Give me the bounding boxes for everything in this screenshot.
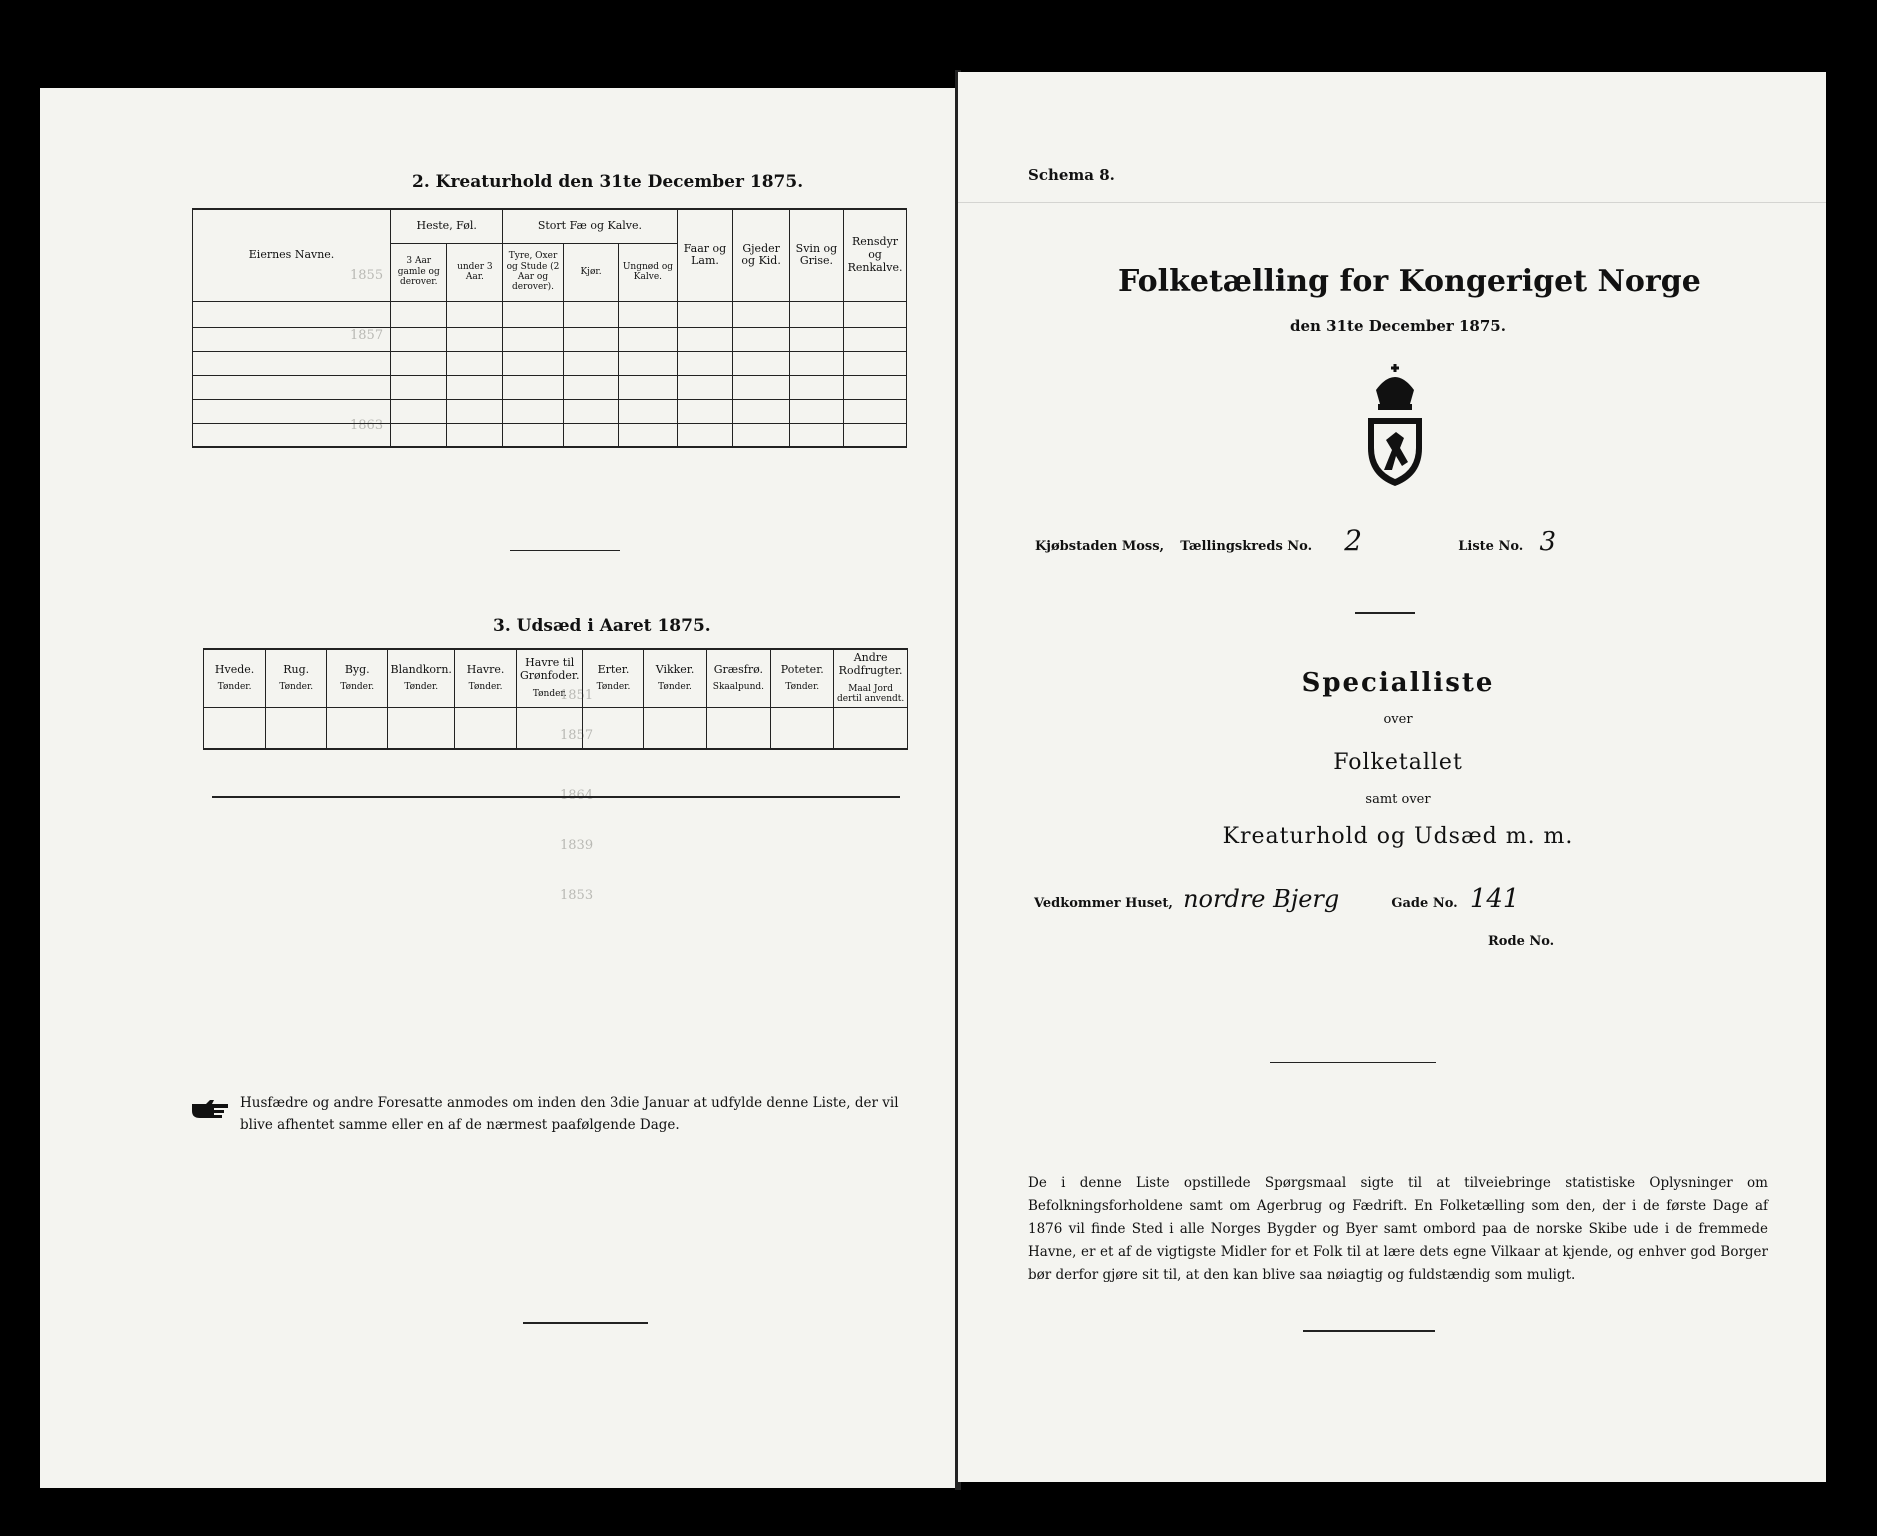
table-row [193,327,907,351]
right-page [958,72,1826,1482]
kreaturhold-title: Kreaturhold og Udsæd m. m. [1222,824,1574,849]
udsaed-col-header [834,649,908,707]
table-row [193,351,907,375]
bleed-through: 1855 [350,268,384,283]
notice-text: Husfædre og andre Foresatte anmodes om inden den 3die Januar at udfylde denne Liste, der vil blive afhentet samme eller en af de nærmest paafølgende Dage. [240,1095,899,1133]
udsaed-cell [834,707,908,749]
section3-title: 3. Udsæd i Aaret 1875. [493,616,711,636]
udsaed-col-name: Græsfrø. [713,662,764,676]
folketallet-title: Folketallet [1333,750,1463,775]
col-svin: Svin og Grise. [789,209,843,301]
schema-label: Schema 8. [1028,166,1115,184]
kreaturhold-table [192,208,907,448]
udsaed-col-name: Havre til Grønfoder. [519,656,580,683]
table-row [193,301,907,327]
rode-label: Rode No. [1488,934,1555,949]
udsaed-col-unit: Tønder. [468,682,503,693]
samt-over-label: samt over [1365,792,1431,807]
udsaed-col-unit: Tønder. [279,682,314,693]
col-stort-fae: Stort Fæ og Kalve. [503,209,677,243]
divider [523,1322,648,1324]
udsaed-col-unit: Tønder. [217,682,252,693]
bleed-through: 1851 [560,688,594,703]
udsaed-col-header [266,649,327,707]
udsaed-cell [266,707,327,749]
udsaed-cell [583,707,644,749]
kjobstad-line [1035,524,1556,557]
over-label: over [1383,712,1413,727]
udsaed-col-header [327,649,388,707]
col-tyre: Tyre, Oxer og Stude (2 Aar og derover). [503,243,563,301]
udsaed-col-header [583,649,644,707]
udsaed-col-header [644,649,706,707]
kjobstad-label: Kjøbstaden Moss, [1035,539,1165,554]
udsaed-cell [516,707,582,749]
udsaed-col-unit: Maal Jord dertil anvendt. [837,683,905,704]
census-date: den 31te December 1875. [1290,317,1506,335]
table-row [193,375,907,399]
col-gjeder: Gjeder og Kid. [733,209,789,301]
udsaed-cell [455,707,517,749]
udsaed-cell [204,707,266,749]
bleed-through: 1839 [560,838,594,853]
udsaed-table [203,648,908,750]
gade-label: Gade No. [1391,896,1458,911]
col-ungnod: Ungnød og Kalve. [619,243,677,301]
udsaed-col-unit: Tønder. [596,682,631,693]
gade-value: 141 [1469,884,1520,914]
page-title: Folketælling for Kongeriget Norge [1118,264,1701,299]
col-faar: Faar og Lam. [677,209,733,301]
divider [1270,1062,1436,1063]
coat-of-arms-icon [1360,360,1430,490]
udsaed-col-unit: Tønder. [532,688,567,699]
col-heste-under3: under 3 Aar. [447,243,503,301]
udsaed-col-name: Erter. [597,662,630,676]
vedkommer-label: Vedkommer Huset, [1034,896,1173,911]
info-paragraph: De i denne Liste opstillede Spørgsmaal sigte til at tilveiebringe statistiske Oplysninger om Befolkningsforholdene samt om Agerbrug og Fædrift. En Folketælling som den, der i de første Dage af 1876 vil finde Sted i alle Norges Bygder og Byer samt ombord paa de norske Skibe ude i de fremmede Havne, er et af de vigtigste Midler for et Folk til at lære dets egne Vilkaar at kjende, og enhver god Borger bør derfor gjøre sit til, at den kan blive saa nøiagtig og fuldstændig som muligt. [1028,1175,1768,1283]
udsaed-cell [327,707,388,749]
huset-value: nordre Bjerg [1183,885,1340,913]
kreds-value: 2 [1344,524,1363,557]
udsaed-col-name: Hvede. [214,662,255,676]
udsaed-col-header [706,649,771,707]
bleed-through: 1857 [350,328,384,343]
vedkommer-line [1034,884,1519,914]
bleed-through: 1853 [560,888,594,903]
udsaed-col-header [455,649,517,707]
udsaed-col-header [388,649,455,707]
bleed-through: 1857 [560,728,594,743]
section2-title: 2. Kreaturhold den 31te December 1875. [412,172,804,192]
udsaed-col-unit: Tønder. [404,682,439,693]
left-page [40,88,960,1488]
table-row [193,399,907,423]
divider [510,550,620,551]
col-owner-names: Eiernes Navne. [193,209,391,301]
udsaed-col-header [516,649,582,707]
col-heste: Heste, Føl. [391,209,503,243]
udsaed-col-unit: Skaalpund. [712,682,765,693]
udsaed-col-header [204,649,266,707]
udsaed-col-unit: Tønder. [340,682,375,693]
liste-value: 3 [1539,527,1557,557]
udsaed-col-name: Andre Rodfrugter. [838,651,903,677]
pointing-hand-icon [190,1096,230,1120]
udsaed-col-name: Vikker. [655,662,695,676]
udsaed-col-name: Byg. [344,662,370,676]
udsaed-cell [706,707,771,749]
udsaed-col-name: Rug. [283,662,310,676]
divider [212,796,900,798]
udsaed-col-unit: Tønder. [658,682,692,693]
udsaed-col-name: Blandkorn. [390,662,452,676]
kreds-label: Tællingskreds No. [1180,539,1313,554]
col-kjor: Kjør. [563,243,619,301]
udsaed-col-name: Poteter. [780,662,824,676]
table-row [193,423,907,447]
udsaed-col-header [771,649,834,707]
udsaed-cell [644,707,706,749]
divider [1303,1330,1435,1332]
udsaed-cell [388,707,455,749]
divider [1355,612,1415,614]
udsaed-cell [771,707,834,749]
col-heste-3aar: 3 Aar gamle og derover. [391,243,447,301]
col-rensdyr: Rensdyr og Renkalve. [844,209,907,301]
liste-label: Liste No. [1458,539,1524,554]
bleed-through: 1864 [560,788,594,803]
specialliste-title: Specialliste [1301,668,1495,698]
udsaed-col-name: Havre. [466,662,505,676]
bleed-through: 1863 [350,418,384,433]
udsaed-col-unit: Tønder. [785,682,820,693]
